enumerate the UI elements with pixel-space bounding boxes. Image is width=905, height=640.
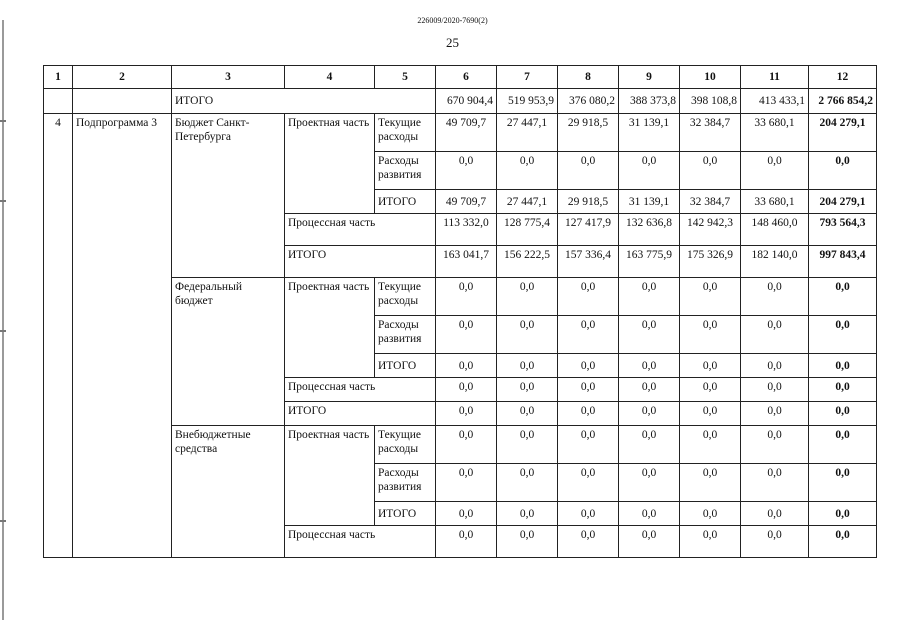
total-value-cell: 204 279,1 — [809, 114, 877, 152]
scan-edge-tick — [0, 200, 6, 202]
total-value-cell: 0,0 — [809, 402, 877, 426]
value-cell: 132 636,8 — [619, 214, 680, 246]
funding-source: Внебюджетные средства — [172, 426, 285, 558]
value-cell: 163 775,9 — [619, 246, 680, 278]
value-cell: 0,0 — [436, 426, 497, 464]
value-cell: 0,0 — [558, 526, 619, 558]
value-cell: 0,0 — [497, 316, 558, 354]
total-value-cell: 0,0 — [809, 316, 877, 354]
value-cell: 0,0 — [619, 402, 680, 426]
value-cell: 148 460,0 — [741, 214, 809, 246]
value-cell: 128 775,4 — [497, 214, 558, 246]
header-cell: 12 — [809, 66, 877, 89]
process-part-label: Процессная часть — [285, 526, 436, 558]
value-cell: 32 384,7 — [680, 190, 741, 214]
value-cell: 0,0 — [497, 378, 558, 402]
header-cell: 6 — [436, 66, 497, 89]
total-value-cell: 204 279,1 — [809, 190, 877, 214]
value-cell: 127 417,9 — [558, 214, 619, 246]
value-cell: 163 041,7 — [436, 246, 497, 278]
value-cell: 0,0 — [436, 152, 497, 190]
value-cell: 519 953,9 — [497, 89, 558, 114]
value-cell: 49 709,7 — [436, 114, 497, 152]
value-cell: 0,0 — [619, 152, 680, 190]
document-code: 226009/2020-7690(2) — [417, 16, 488, 25]
process-part-label: Процессная часть — [285, 214, 436, 246]
value-cell: 0,0 — [741, 278, 809, 316]
value-cell: 0,0 — [436, 402, 497, 426]
value-cell: 0,0 — [497, 152, 558, 190]
value-cell: 0,0 — [680, 464, 741, 502]
budget-table — [43, 65, 877, 558]
value-cell: 0,0 — [436, 526, 497, 558]
value-cell: 27 447,1 — [497, 190, 558, 214]
header-cell: 1 — [44, 66, 73, 89]
scan-edge-mark — [2, 20, 4, 620]
value-cell: 157 336,4 — [558, 246, 619, 278]
header-cell: 9 — [619, 66, 680, 89]
section-current-row — [44, 114, 877, 152]
value-cell: 0,0 — [497, 278, 558, 316]
value-cell: 0,0 — [680, 354, 741, 378]
total-value-cell: 0,0 — [809, 378, 877, 402]
value-cell: 0,0 — [497, 354, 558, 378]
value-cell: 0,0 — [558, 464, 619, 502]
header-cell: 7 — [497, 66, 558, 89]
value-cell: 142 942,3 — [680, 214, 741, 246]
value-cell: 0,0 — [741, 464, 809, 502]
current-expenses-label: Текущие расходы — [375, 426, 436, 464]
value-cell: 29 918,5 — [558, 190, 619, 214]
section-total-label: ИТОГО — [285, 402, 436, 426]
value-cell: 175 326,9 — [680, 246, 741, 278]
value-cell: 0,0 — [741, 402, 809, 426]
value-cell: 0,0 — [497, 402, 558, 426]
value-cell: 49 709,7 — [436, 190, 497, 214]
total-value-cell: 793 564,3 — [809, 214, 877, 246]
project-part-label: Проектная часть — [285, 114, 375, 214]
value-cell: 156 222,5 — [497, 246, 558, 278]
value-cell: 0,0 — [680, 402, 741, 426]
itogo-total-label: ИТОГО — [172, 89, 436, 114]
value-cell: 376 080,2 — [558, 89, 619, 114]
total-value-cell: 0,0 — [809, 354, 877, 378]
scan-edge-tick — [0, 520, 6, 522]
value-cell: 0,0 — [680, 426, 741, 464]
value-cell: 0,0 — [680, 526, 741, 558]
value-cell: 33 680,1 — [741, 114, 809, 152]
value-cell: 0,0 — [619, 502, 680, 526]
value-cell: 0,0 — [619, 316, 680, 354]
value-cell: 0,0 — [436, 378, 497, 402]
value-cell: 0,0 — [619, 526, 680, 558]
value-cell: 113 332,0 — [436, 214, 497, 246]
value-cell: 0,0 — [558, 402, 619, 426]
value-cell: 0,0 — [436, 316, 497, 354]
value-cell: 0,0 — [741, 354, 809, 378]
total-value-cell: 0,0 — [809, 278, 877, 316]
value-cell: 0,0 — [680, 316, 741, 354]
section-total-label: ИТОГО — [285, 246, 436, 278]
total-value-cell: 0,0 — [809, 152, 877, 190]
header-cell: 4 — [285, 66, 375, 89]
total-value-cell: 0,0 — [809, 426, 877, 464]
total-value-cell: 0,0 — [809, 464, 877, 502]
value-cell: 0,0 — [741, 378, 809, 402]
value-cell: 0,0 — [497, 502, 558, 526]
value-cell: 31 139,1 — [619, 190, 680, 214]
current-expenses-label: Текущие расходы — [375, 278, 436, 316]
value-cell: 670 904,4 — [436, 89, 497, 114]
funding-source: Федеральный бюджет — [172, 278, 285, 426]
value-cell: 0,0 — [741, 426, 809, 464]
value-cell: 0,0 — [619, 378, 680, 402]
program-name: Подпрограмма 3 — [73, 114, 172, 558]
value-cell: 0,0 — [497, 464, 558, 502]
value-cell: 0,0 — [558, 502, 619, 526]
development-expenses-label: Расходы развития — [375, 152, 436, 190]
value-cell: 0,0 — [741, 502, 809, 526]
value-cell: 0,0 — [680, 502, 741, 526]
value-cell: 0,0 — [436, 464, 497, 502]
row-number: 4 — [44, 114, 73, 558]
value-cell: 182 140,0 — [741, 246, 809, 278]
value-cell: 398 108,8 — [680, 89, 741, 114]
header-cell: 11 — [741, 66, 809, 89]
value-cell: 33 680,1 — [741, 190, 809, 214]
value-cell: 0,0 — [680, 278, 741, 316]
total-value-cell: 0,0 — [809, 502, 877, 526]
value-cell: 29 918,5 — [558, 114, 619, 152]
value-cell: 32 384,7 — [680, 114, 741, 152]
total-value-cell: 997 843,4 — [809, 246, 877, 278]
header-cell: 5 — [375, 66, 436, 89]
page-number: 25 — [446, 35, 459, 50]
value-cell: 413 433,1 — [741, 89, 809, 114]
scan-edge-tick — [0, 120, 6, 122]
header-cell: 2 — [73, 66, 172, 89]
value-cell: 0,0 — [741, 526, 809, 558]
value-cell: 0,0 — [741, 152, 809, 190]
value-cell: 388 373,8 — [619, 89, 680, 114]
value-cell: 0,0 — [558, 426, 619, 464]
value-cell: 0,0 — [619, 278, 680, 316]
value-cell: 0,0 — [619, 354, 680, 378]
header-cell: 8 — [558, 66, 619, 89]
itogo-total-row — [44, 89, 877, 114]
project-part-label: Проектная часть — [285, 426, 375, 526]
project-total-label: ИТОГО — [375, 354, 436, 378]
project-part-label: Проектная часть — [285, 278, 375, 378]
project-total-label: ИТОГО — [375, 190, 436, 214]
process-part-label: Процессная часть — [285, 378, 436, 402]
value-cell: 0,0 — [619, 464, 680, 502]
value-cell: 31 139,1 — [619, 114, 680, 152]
value-cell: 27 447,1 — [497, 114, 558, 152]
value-cell: 0,0 — [436, 502, 497, 526]
header-row — [44, 66, 877, 89]
value-cell: 0,0 — [619, 426, 680, 464]
current-expenses-label: Текущие расходы — [375, 114, 436, 152]
empty-cell — [44, 89, 73, 114]
value-cell: 0,0 — [680, 378, 741, 402]
header-cell: 10 — [680, 66, 741, 89]
empty-cell — [73, 89, 172, 114]
scan-edge-tick — [0, 330, 6, 332]
value-cell: 0,0 — [741, 316, 809, 354]
value-cell: 0,0 — [497, 426, 558, 464]
value-cell: 0,0 — [436, 354, 497, 378]
funding-source: Бюджет Санкт-Петербурга — [172, 114, 285, 278]
value-cell: 0,0 — [497, 526, 558, 558]
value-cell: 0,0 — [436, 278, 497, 316]
total-value-cell: 2 766 854,2 — [809, 89, 877, 114]
development-expenses-label: Расходы развития — [375, 464, 436, 502]
value-cell: 0,0 — [680, 152, 741, 190]
total-value-cell: 0,0 — [809, 526, 877, 558]
value-cell: 0,0 — [558, 354, 619, 378]
header-cell: 3 — [172, 66, 285, 89]
value-cell: 0,0 — [558, 316, 619, 354]
development-expenses-label: Расходы развития — [375, 316, 436, 354]
value-cell: 0,0 — [558, 152, 619, 190]
project-total-label: ИТОГО — [375, 502, 436, 526]
value-cell: 0,0 — [558, 378, 619, 402]
value-cell: 0,0 — [558, 278, 619, 316]
